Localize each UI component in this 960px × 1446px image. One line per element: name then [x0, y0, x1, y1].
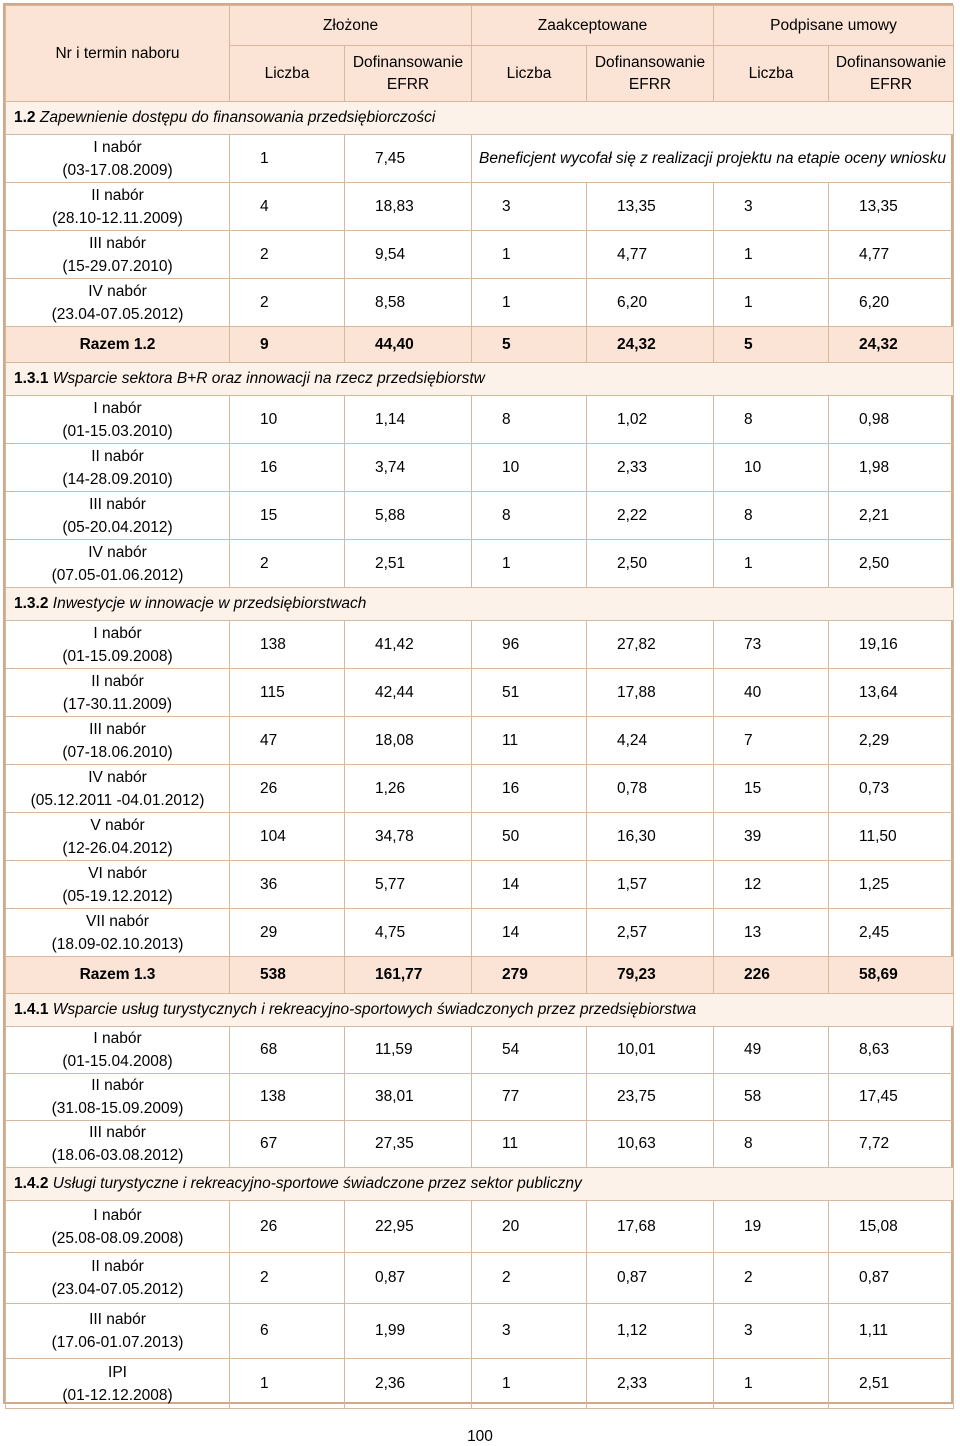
round-name: II nabór — [91, 1258, 144, 1275]
section-number: 1.4.1 — [14, 1001, 49, 1018]
value-cell: 6,20 — [829, 279, 954, 327]
value-cell: 1 — [472, 231, 587, 279]
value-cell: 5,77 — [345, 861, 472, 909]
value-cell: 5,88 — [345, 492, 472, 540]
round-cell — [6, 1027, 230, 1074]
round-name: II nabór — [91, 447, 144, 465]
value-cell: 1 — [714, 1359, 829, 1409]
value-cell: 8,63 — [829, 1027, 954, 1074]
round-dates: (03-17.08.2009) — [62, 161, 173, 179]
value-cell: 27,82 — [587, 621, 714, 669]
value-cell: 49 — [714, 1027, 829, 1074]
round-cell — [6, 669, 230, 717]
round-dates: (01-15.04.2008) — [62, 1053, 173, 1070]
value-cell: 2,33 — [587, 444, 714, 492]
value-cell: 3,74 — [345, 444, 472, 492]
total-label: Razem 1.2 — [6, 327, 230, 363]
value-cell: 1,12 — [587, 1304, 714, 1359]
header-count: Liczba — [714, 46, 829, 102]
round-name: I nabór — [93, 1030, 142, 1047]
section-name: Inwestycje w innowacje w przedsiębiorstwach — [52, 595, 367, 612]
header-signed: Podpisane umowy — [714, 6, 954, 46]
value-cell: 17,88 — [587, 669, 714, 717]
round-cell — [6, 396, 230, 444]
value-cell: 2,51 — [345, 540, 472, 588]
table-row — [6, 396, 954, 444]
total-value: 279 — [472, 957, 587, 994]
value-cell: 13,35 — [829, 183, 954, 231]
total-value: 161,77 — [345, 957, 472, 994]
round-name: VII nabór — [86, 912, 149, 930]
header-count: Liczba — [472, 46, 587, 102]
round-name: V nabór — [90, 816, 145, 834]
value-cell: 27,35 — [345, 1121, 472, 1168]
round-dates: (14-28.09.2010) — [62, 470, 173, 488]
value-cell: 1,26 — [345, 765, 472, 813]
value-cell: 17,68 — [587, 1201, 714, 1253]
value-cell: 26 — [230, 1201, 345, 1253]
value-cell: 8 — [714, 396, 829, 444]
round-name: IV nabór — [88, 282, 147, 300]
value-cell: 23,75 — [587, 1074, 714, 1121]
value-cell: 1 — [472, 540, 587, 588]
round-cell — [6, 621, 230, 669]
value-cell: 15 — [714, 765, 829, 813]
value-cell: 9,54 — [345, 231, 472, 279]
round-dates: (17-30.11.2009) — [62, 695, 173, 713]
value-cell: 0,87 — [829, 1253, 954, 1304]
value-cell: 1 — [714, 540, 829, 588]
value-cell: 1,11 — [829, 1304, 954, 1359]
value-cell: 20 — [472, 1201, 587, 1253]
table-row — [6, 717, 954, 765]
section-number: 1.2 — [14, 109, 36, 126]
value-cell: 1,02 — [587, 396, 714, 444]
round-dates: (17.06-01.07.2013) — [51, 1334, 184, 1351]
value-cell: 2 — [714, 1253, 829, 1304]
round-name: IV nabór — [88, 543, 147, 561]
table-row — [6, 1074, 954, 1121]
value-cell: 2,50 — [587, 540, 714, 588]
value-cell: 4 — [230, 183, 345, 231]
value-cell: 16 — [230, 444, 345, 492]
section-title — [6, 994, 954, 1027]
section-header-row — [6, 363, 954, 396]
value-cell: 2 — [230, 279, 345, 327]
value-cell: 1 — [230, 135, 345, 183]
value-cell: 16 — [472, 765, 587, 813]
value-cell: 7 — [714, 717, 829, 765]
round-name: III nabór — [89, 720, 146, 738]
value-cell: 11 — [472, 1121, 587, 1168]
total-value: 24,32 — [587, 327, 714, 363]
round-cell — [6, 1201, 230, 1253]
round-cell — [6, 1359, 230, 1409]
total-row — [6, 327, 954, 363]
value-cell: 11,59 — [345, 1027, 472, 1074]
table-row — [6, 1121, 954, 1168]
value-cell: 34,78 — [345, 813, 472, 861]
round-name: I nabór — [93, 624, 142, 642]
value-cell: 3 — [714, 1304, 829, 1359]
round-cell — [6, 492, 230, 540]
value-cell: 1 — [472, 1359, 587, 1409]
round-cell — [6, 765, 230, 813]
round-dates: (18.09-02.10.2013) — [51, 935, 184, 953]
value-cell: 51 — [472, 669, 587, 717]
round-cell — [6, 861, 230, 909]
value-cell: 2,22 — [587, 492, 714, 540]
round-name: IPI — [108, 1363, 127, 1381]
value-cell: 4,77 — [587, 231, 714, 279]
table-row — [6, 135, 954, 183]
value-cell: 1 — [714, 279, 829, 327]
table-row — [6, 183, 954, 231]
value-cell: 96 — [472, 621, 587, 669]
round-dates: (05-20.04.2012) — [62, 518, 173, 536]
section-title — [6, 363, 954, 396]
table-row — [6, 1201, 954, 1253]
round-cell — [6, 813, 230, 861]
value-cell: 2,50 — [829, 540, 954, 588]
value-cell: 12 — [714, 861, 829, 909]
round-cell — [6, 279, 230, 327]
header-round: Nr i termin naboru — [6, 6, 230, 102]
note-cell: Beneficjent wycofał się z realizacji projektu na etapie oceny wniosku — [472, 135, 954, 183]
table-row — [6, 279, 954, 327]
value-cell: 38,01 — [345, 1074, 472, 1121]
value-cell: 13,35 — [587, 183, 714, 231]
value-cell: 8,58 — [345, 279, 472, 327]
value-cell: 40 — [714, 669, 829, 717]
value-cell: 2 — [230, 1253, 345, 1304]
section-name: Wsparcie usług turystycznych i rekreacyjno-sportowych świadczonych przez przedsiębiorstwa — [52, 1001, 697, 1018]
value-cell: 8 — [714, 492, 829, 540]
value-cell: 0,73 — [829, 765, 954, 813]
header-funding: Dofinansowanie EFRR — [345, 46, 472, 102]
round-dates: (18.06-03.08.2012) — [51, 1147, 184, 1164]
value-cell: 10 — [472, 444, 587, 492]
value-cell: 0,87 — [345, 1253, 472, 1304]
value-cell: 10,63 — [587, 1121, 714, 1168]
value-cell: 4,24 — [587, 717, 714, 765]
value-cell: 19,16 — [829, 621, 954, 669]
table-body — [6, 102, 954, 1409]
table-row — [6, 492, 954, 540]
table-row — [6, 444, 954, 492]
header-funding: Dofinansowanie EFRR — [829, 46, 954, 102]
section-header-row — [6, 588, 954, 621]
section-number: 1.4.2 — [14, 1175, 49, 1192]
round-dates: (15-29.07.2010) — [62, 257, 173, 275]
value-cell: 0,98 — [829, 396, 954, 444]
table-header — [6, 6, 954, 102]
value-cell: 58 — [714, 1074, 829, 1121]
value-cell: 1,57 — [587, 861, 714, 909]
total-value: 538 — [230, 957, 345, 994]
round-dates: (05-19.12.2012) — [62, 887, 173, 905]
round-cell — [6, 183, 230, 231]
value-cell: 2 — [230, 231, 345, 279]
value-cell: 29 — [230, 909, 345, 957]
value-cell: 50 — [472, 813, 587, 861]
round-cell — [6, 540, 230, 588]
total-value: 5 — [714, 327, 829, 363]
section-name: Usługi turystyczne i rekreacyjno-sportowe świadczone przez sektor publiczny — [52, 1175, 582, 1192]
round-name: II nabór — [91, 1077, 144, 1094]
value-cell: 77 — [472, 1074, 587, 1121]
value-cell: 1,14 — [345, 396, 472, 444]
total-value: 58,69 — [829, 957, 954, 994]
round-cell — [6, 717, 230, 765]
value-cell: 138 — [230, 1074, 345, 1121]
header-count: Liczba — [230, 46, 345, 102]
value-cell: 14 — [472, 861, 587, 909]
value-cell: 17,45 — [829, 1074, 954, 1121]
total-row — [6, 957, 954, 994]
value-cell: 1 — [714, 231, 829, 279]
table-row — [6, 669, 954, 717]
value-cell: 13,64 — [829, 669, 954, 717]
total-value: 5 — [472, 327, 587, 363]
total-value: 24,32 — [829, 327, 954, 363]
value-cell: 13 — [714, 909, 829, 957]
table-row — [6, 861, 954, 909]
section-title — [6, 1168, 954, 1201]
table-row — [6, 813, 954, 861]
round-cell — [6, 909, 230, 957]
round-name: III nabór — [89, 495, 146, 513]
value-cell: 4,75 — [345, 909, 472, 957]
round-dates: (28.10-12.11.2009) — [52, 209, 183, 227]
round-cell — [6, 1121, 230, 1168]
value-cell: 18,83 — [345, 183, 472, 231]
table-row — [6, 1304, 954, 1359]
table-row — [6, 621, 954, 669]
value-cell: 2 — [472, 1253, 587, 1304]
round-dates: (07.05-01.06.2012) — [51, 566, 184, 584]
value-cell: 11 — [472, 717, 587, 765]
value-cell: 0,78 — [587, 765, 714, 813]
round-dates: (12-26.04.2012) — [62, 839, 173, 857]
page-number: 100 — [467, 1428, 493, 1445]
value-cell: 54 — [472, 1027, 587, 1074]
value-cell: 2,45 — [829, 909, 954, 957]
total-value: 44,40 — [345, 327, 472, 363]
value-cell: 7,72 — [829, 1121, 954, 1168]
value-cell: 2,29 — [829, 717, 954, 765]
table-row — [6, 1253, 954, 1304]
value-cell: 2,21 — [829, 492, 954, 540]
value-cell: 3 — [472, 183, 587, 231]
round-dates: (01-15.09.2008) — [62, 647, 173, 665]
round-dates: (01-12.12.2008) — [62, 1386, 173, 1404]
round-name: III nabór — [89, 1124, 146, 1141]
table-row — [6, 765, 954, 813]
total-label: Razem 1.3 — [6, 957, 230, 994]
round-cell — [6, 1253, 230, 1304]
section-name: Wsparcie sektora B+R oraz innowacji na rzecz przedsiębiorstw — [52, 370, 485, 387]
round-name: I nabór — [93, 399, 142, 417]
round-dates: (25.08-08.09.2008) — [51, 1229, 184, 1247]
round-dates: (23.04-07.05.2012) — [51, 305, 184, 323]
value-cell: 39 — [714, 813, 829, 861]
value-cell: 8 — [472, 396, 587, 444]
header-submitted: Złożone — [230, 6, 472, 46]
table-row — [6, 1359, 954, 1409]
round-dates: (31.08-15.09.2009) — [51, 1100, 184, 1117]
value-cell: 22,95 — [345, 1201, 472, 1253]
value-cell: 4,77 — [829, 231, 954, 279]
round-cell — [6, 444, 230, 492]
section-header-row — [6, 102, 954, 135]
round-cell — [6, 231, 230, 279]
value-cell: 47 — [230, 717, 345, 765]
table-row — [6, 909, 954, 957]
value-cell: 3 — [714, 183, 829, 231]
value-cell: 11,50 — [829, 813, 954, 861]
table-row — [6, 231, 954, 279]
value-cell: 41,42 — [345, 621, 472, 669]
value-cell: 14 — [472, 909, 587, 957]
round-name: II nabór — [91, 672, 144, 690]
header-funding: Dofinansowanie EFRR — [587, 46, 714, 102]
round-name: IV nabór — [88, 768, 147, 786]
round-name: III nabór — [89, 1311, 146, 1328]
value-cell: 15,08 — [829, 1201, 954, 1253]
section-name: Zapewnienie dostępu do finansowania przedsiębiorczości — [39, 109, 436, 126]
round-name: III nabór — [89, 234, 146, 252]
value-cell: 10,01 — [587, 1027, 714, 1074]
value-cell: 3 — [472, 1304, 587, 1359]
round-cell — [6, 1304, 230, 1359]
section-number: 1.3.1 — [14, 370, 49, 387]
value-cell: 2,36 — [345, 1359, 472, 1409]
value-cell: 1,99 — [345, 1304, 472, 1359]
value-cell: 10 — [230, 396, 345, 444]
round-name: II nabór — [91, 186, 144, 204]
section-header-row — [6, 1168, 954, 1201]
section-title — [6, 588, 954, 621]
value-cell: 0,87 — [587, 1253, 714, 1304]
round-dates: (07-18.06.2010) — [62, 743, 173, 761]
value-cell: 26 — [230, 765, 345, 813]
value-cell: 6 — [230, 1304, 345, 1359]
value-cell: 16,30 — [587, 813, 714, 861]
section-title — [6, 102, 954, 135]
value-cell: 7,45 — [345, 135, 472, 183]
value-cell: 15 — [230, 492, 345, 540]
value-cell: 1,98 — [829, 444, 954, 492]
value-cell: 1,25 — [829, 861, 954, 909]
round-dates: (23.04-07.05.2012) — [51, 1281, 184, 1298]
value-cell: 115 — [230, 669, 345, 717]
round-name: I nabór — [93, 138, 142, 156]
value-cell: 10 — [714, 444, 829, 492]
recruitment-table — [5, 5, 954, 1409]
table-row — [6, 540, 954, 588]
value-cell: 2,57 — [587, 909, 714, 957]
value-cell: 42,44 — [345, 669, 472, 717]
round-dates: (01-15.03.2010) — [62, 422, 173, 440]
value-cell: 104 — [230, 813, 345, 861]
value-cell: 2,51 — [829, 1359, 954, 1409]
value-cell: 6,20 — [587, 279, 714, 327]
total-value: 79,23 — [587, 957, 714, 994]
value-cell: 1 — [472, 279, 587, 327]
value-cell: 68 — [230, 1027, 345, 1074]
value-cell: 73 — [714, 621, 829, 669]
value-cell: 18,08 — [345, 717, 472, 765]
round-cell — [6, 1074, 230, 1121]
value-cell: 8 — [472, 492, 587, 540]
section-number: 1.3.2 — [14, 595, 49, 612]
header-accepted: Zaakceptowane — [472, 6, 714, 46]
round-name: VI nabór — [88, 864, 147, 882]
value-cell: 1 — [230, 1359, 345, 1409]
section-header-row — [6, 994, 954, 1027]
round-name: I nabór — [93, 1206, 142, 1224]
value-cell: 67 — [230, 1121, 345, 1168]
value-cell: 2 — [230, 540, 345, 588]
value-cell: 36 — [230, 861, 345, 909]
table-row — [6, 1027, 954, 1074]
value-cell: 2,33 — [587, 1359, 714, 1409]
value-cell: 19 — [714, 1201, 829, 1253]
value-cell: 8 — [714, 1121, 829, 1168]
round-cell — [6, 135, 230, 183]
round-dates: (05.12.2011 -04.01.2012) — [30, 791, 205, 809]
total-value: 226 — [714, 957, 829, 994]
total-value: 9 — [230, 327, 345, 363]
value-cell: 138 — [230, 621, 345, 669]
